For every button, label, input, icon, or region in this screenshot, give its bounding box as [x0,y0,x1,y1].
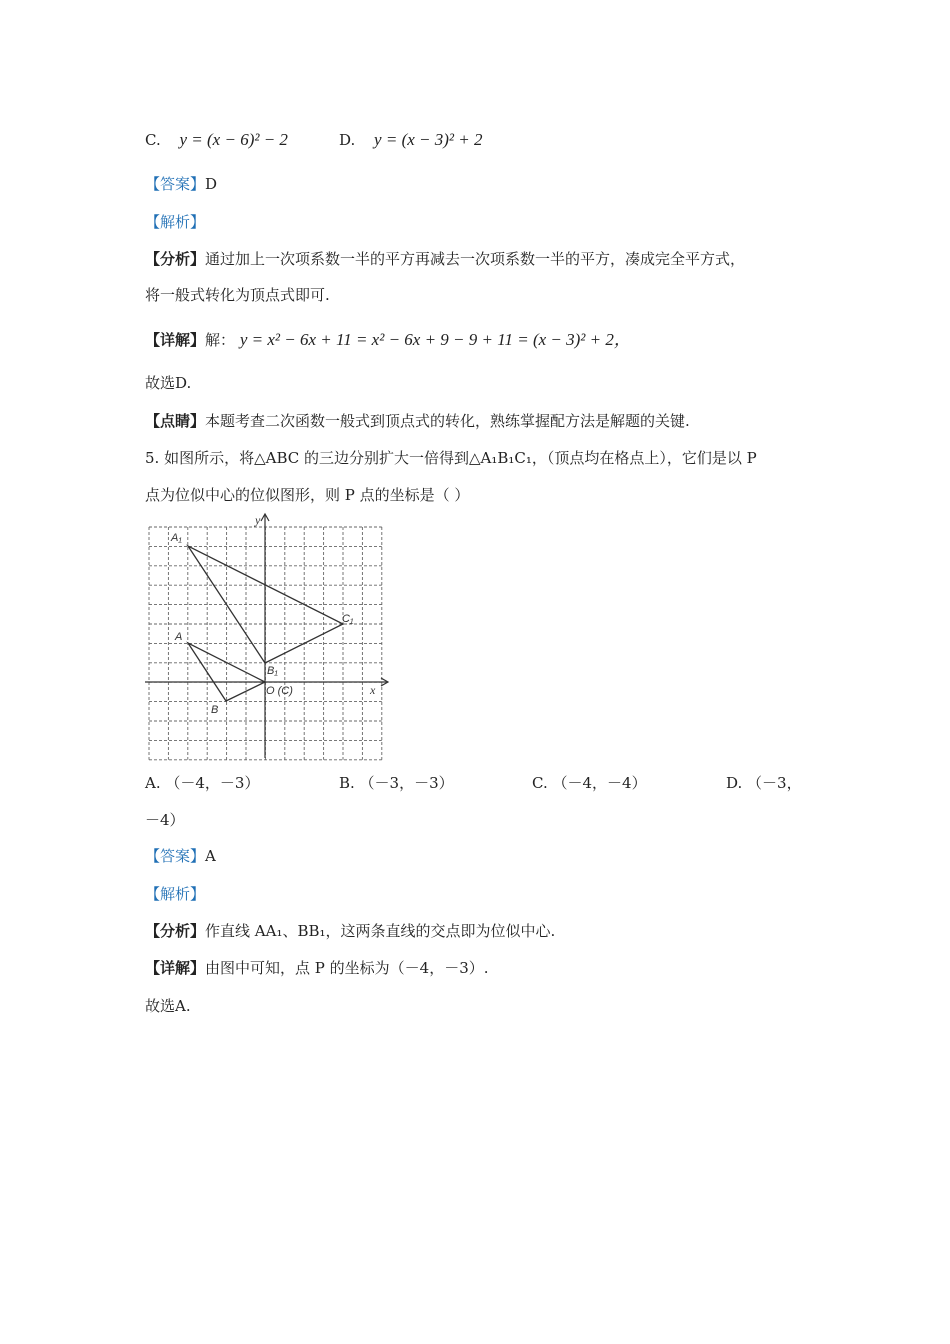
q4-dianjing [145,411,690,431]
q4-option-d [339,130,482,150]
q5-stem-1: 5. 如图所示，将△ABC 的三边分别扩大一倍得到△A₁B₁C₁，（顶点均在格点上），它们是以 P [145,449,757,467]
q4-fenxi [145,249,745,269]
q5-option-b: B. （－3，－3） [339,774,454,792]
q5-analysis-tag: 【解析】 [145,885,206,903]
q4-analysis-tag: 【解析】 [145,213,206,231]
q5-conclusion: 故选A. [145,997,191,1015]
label-a1: A₁ [171,532,182,544]
q4-answer-value: D [205,175,218,193]
q5-fenxi-text: 作直线 AA₁、BB₁，这两条直线的交点即为位似中心. [205,922,556,940]
q4-fenxi-tag: 【分析】 [145,250,206,268]
q5-option-d-wrap: －4） [145,811,185,829]
q4-option-d-expr: y = (x − 3)² + 2 [374,130,483,149]
q4-dianjing-tag: 【点睛】 [145,412,206,430]
coordinate-figure [140,510,396,762]
q4-option-d-label: D. [339,131,356,149]
q5-option-c: C. （－4，－4） [532,774,647,792]
q4-conclusion: 故选D. [145,374,192,392]
label-b1: B₁ [267,665,278,677]
x-axis-label: x [370,683,376,697]
label-origin: O (C) [266,685,293,697]
y-axis-label: y [255,513,261,527]
q5-answer [145,846,216,866]
q4-dianjing-text: 本题考查二次函数一般式到顶点式的转化，熟练掌握配方法是解题的关键. [205,412,690,430]
q4-detail-tag: 【详解】 [145,331,206,349]
label-c1: C₁ [342,613,354,625]
q5-option-a: A. （－4，－3） [145,774,260,792]
q4-detail-expr: y = x² − 6x + 11 = x² − 6x + 9 − 9 + 11 = (x − 3)² + 2， [239,330,631,349]
q5-answer-tag: 【答案】 [145,847,206,865]
q4-detail [145,330,631,350]
q4-answer-tag: 【答案】 [145,175,206,193]
label-b: B [211,704,219,716]
q5-option-d: D. （－3， [726,774,802,792]
q5-fenxi-tag: 【分析】 [145,922,206,940]
q4-option-c-label: C. [145,131,161,149]
q4-option-c [145,130,288,150]
q5-fenxi [145,921,555,941]
q4-detail-prefix: 解： [205,331,236,349]
label-a: A [175,631,183,643]
q5-detail-text: 由图中可知，点 P 的坐标为（－4，－3）. [205,959,489,977]
q4-option-c-expr: y = (x − 6)² − 2 [179,130,288,149]
q5-detail-tag: 【详解】 [145,959,206,977]
q4-fenxi-text-2: 将一般式转化为顶点式即可. [145,286,330,304]
q5-detail [145,958,489,978]
q4-answer [145,174,217,194]
q4-fenxi-text-1: 通过加上一次项系数一半的平方再减去一次项系数一半的平方，凑成完全平方式， [205,250,746,268]
q5-stem-2: 点为位似中心的位似图形，则 P 点的坐标是（ ） [145,486,470,504]
q5-answer-value: A [205,847,216,865]
